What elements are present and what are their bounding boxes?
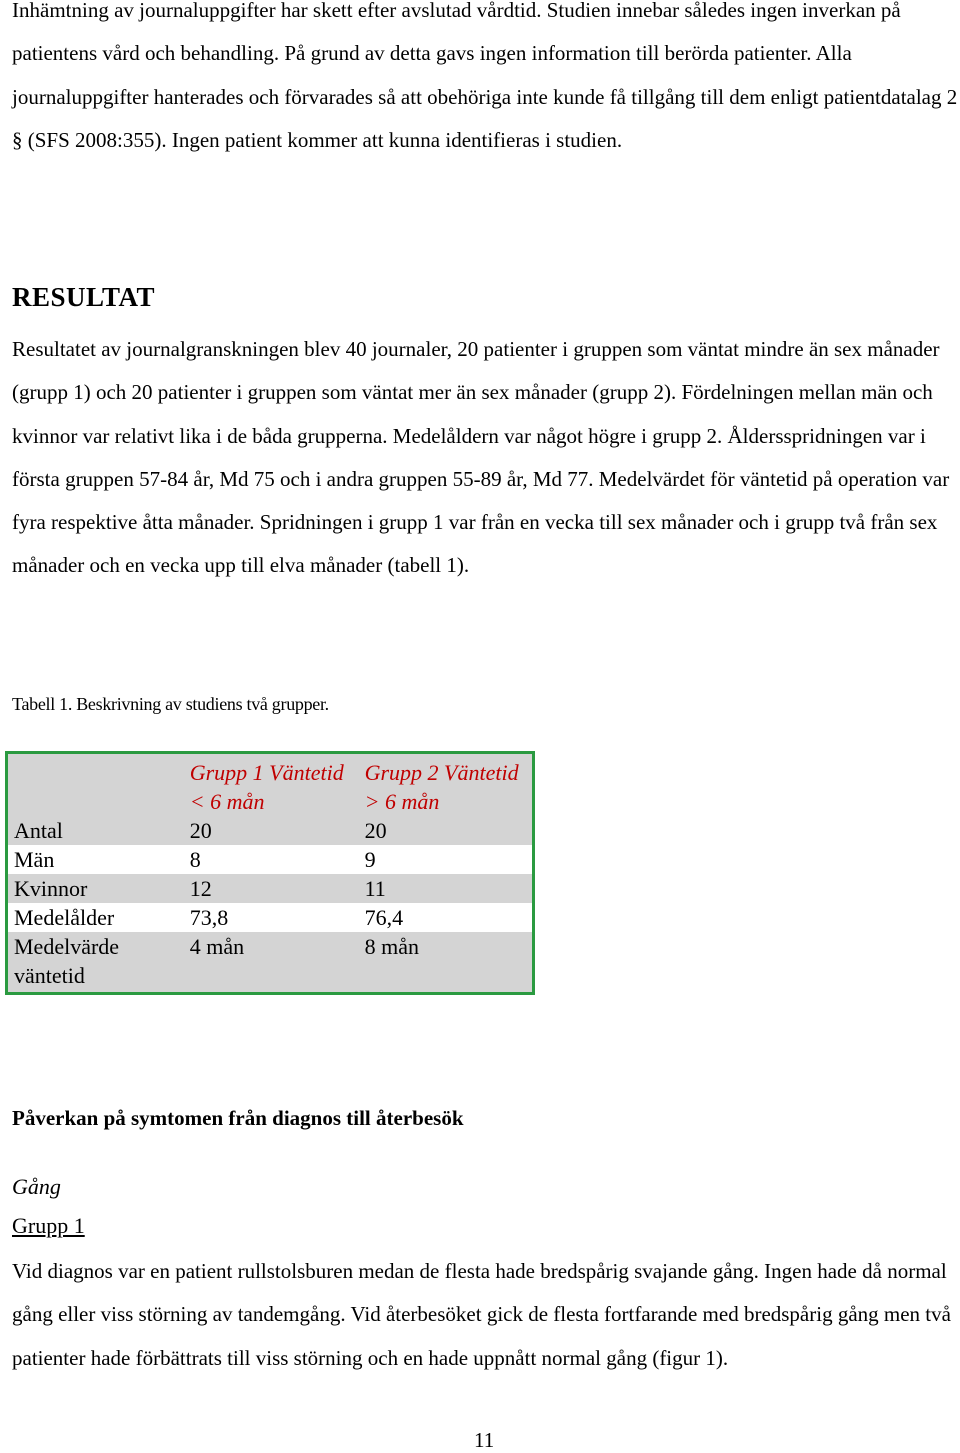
table-cell: 20 [184,816,359,845]
section-heading: Påverkan på symtomen från diagnos till återbesök [12,1106,464,1130]
table-cell: 73,8 [189,905,229,930]
table-row [7,932,534,994]
table-cell: 4 mån [184,932,359,994]
table-row [7,903,534,932]
table-row [7,816,534,845]
table-cell: 12 [184,874,359,903]
results-paragraph: Resultatet av journalgranskningen blev 40 journaler, 20 patienter i gruppen som väntat mindre än sex månader (grupp 1) och 20 patienter i gruppen som väntat mer än sex månader (grupp 2). Fördelningen mellan män och kvinnor var relativt lika i de båda grupperna. Medelåldern var något högre i grupp 2. Åldersspridningen var i första gruppen 57-84 år, Md 75 och i andra gruppen 55-89 år, Md 77. Medelvärdet för väntetid på operation var fyra respektive åtta månader. Spridningen i grupp 1 var från en vecka till sex månader och i grupp två från sex månader och en vecka upp till elva månader (tabell 1). [12,337,950,578]
table-header-group-1: Grupp 1 Väntetid < 6 mån [184,753,359,817]
table-row-label: Medelvärde väntetid [7,932,184,994]
subsection-label: Gång [12,1174,61,1199]
table-header-group-2: Grupp 2 Väntetid > 6 mån [359,753,534,817]
table-row-label: Medelålder [14,905,115,930]
intro-paragraph: Inhämtning av journaluppgifter har skett efter avslutad vårdtid. Studien innebar således ingen inverkan på patientens vård och behandling. På grund av detta gavs ingen information till berörda patienter. Alla journaluppgifter hanterades och förvarades så att obehöriga inte kunde få tillgång till dem enligt patientdatalag 2 § (SFS 2008:355). Ingen patient kommer att kunna identifieras i studien. [12,0,958,152]
table-cell: 20 [359,816,534,845]
table-header-cell [7,753,184,817]
results-heading: RESULTAT [12,282,156,312]
table-row-label: Kvinnor [7,874,184,903]
table-row-label: Män [14,847,55,872]
table-row [7,874,534,903]
table-cell: 9 [364,847,376,872]
table-row [7,845,534,874]
table-cell: 8 mån [359,932,534,994]
page-number: 11 [474,1428,495,1452]
table-cell: 8 [189,847,201,872]
table-row-label: Antal [7,816,184,845]
table-header-row [7,753,534,817]
table-cell: 76,4 [364,905,404,930]
group-description-table [5,751,535,995]
group-paragraph: Vid diagnos var en patient rullstolsburen medan de flesta hade bredspårig svajande gång. Ingen hade då normal gång eller viss störning av tandemgång. Vid återbesöket gick de flesta fortfarande med bredspårig gång men två patienter hade förbättrats till viss störning och en hade uppnått normal gång (figur 1). [12,1259,951,1370]
group-label: Grupp 1 [12,1213,85,1238]
table-caption: Tabell 1. Beskrivning av studiens två grupper. [12,694,329,714]
table-cell: 11 [359,874,534,903]
